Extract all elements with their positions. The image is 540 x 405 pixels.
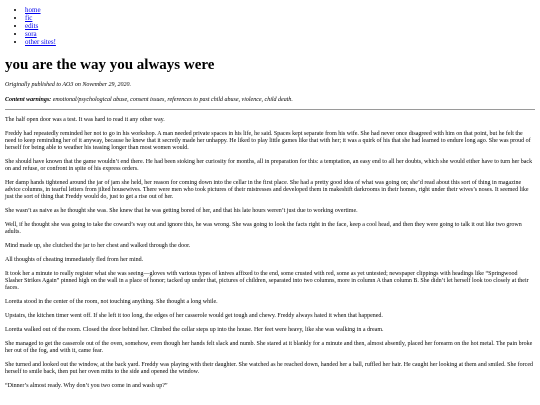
content-warnings-text: emotional/psychological abuse, consent issues, references to past child abuse, violence, child death. bbox=[51, 97, 293, 103]
story-paragraph: Loretta walked out of the room. Closed the door behind her. Climbed the cellar steps up into the house. Her feet were heavy, like she was walking in a dream. bbox=[5, 327, 384, 333]
story-paragraph: Loretta stood in the center of the room, not touching anything. She thought a long while. bbox=[5, 299, 218, 305]
story-paragraph: She should have known that the game wouldn’t end there. He had been stoking her curiosity for months, all in preparation for this: a temptation, an easy end to all her doubts, which she would either have to turn her back on and refuse, or confront in spite of his express orders. bbox=[5, 159, 533, 172]
story-paragraph: Freddy had repeatedly reminded her not to go in his workshop. A man needed private spaces in his life, he said. Spaces kept separate from his wife. She had never once disagreed with him on that point, but he felt the need to keep reminding her of it anyway, because he knew that it secretly made her unhappy. He liked to play little games like that with her; it was a quirk of his that she had learned to endure long ago. She was proud of herself for being able to weather his teasing longer than most women would. bbox=[5, 131, 531, 151]
content-warnings bbox=[5, 97, 535, 104]
content-warnings-label: Content warnings: bbox=[5, 97, 52, 103]
site-nav bbox=[5, 6, 535, 46]
nav-link-home[interactable]: home bbox=[25, 6, 41, 14]
nav-item-other-sites bbox=[25, 38, 535, 46]
publication-note: Originally published to AO3 on November 29, 2020. bbox=[5, 82, 132, 88]
story-paragraph: The half open door was a test. It was hard to read it any other way. bbox=[5, 117, 165, 123]
divider bbox=[5, 109, 535, 110]
nav-item-edits bbox=[25, 22, 535, 30]
story-paragraph: She managed to get the casserole out of the oven, somehow, even though her hands felt slack and numb. She stared at it blankly for a minute and then, almost absently, placed her forearm on the hot metal. The pain broke her out of the fog, and with it, came fear. bbox=[5, 341, 533, 354]
story-paragraph: “Dinner’s almost ready. Why don’t you two come in and wash up?” bbox=[5, 383, 168, 389]
nav-link-edits[interactable]: edits bbox=[25, 22, 39, 30]
story-paragraph: Her damp hands tightened around the jar of jam she held, her reason for coming down into the cellar in the first place. She had a pretty good idea of what was going on; she’d read about this sort of thing in magazine advice columns, in tearful letters from jilted housewives. There were men who took pictures of their mistresses and developed them in makeshift darkrooms in their homes, right under their wives’s noses. It seemed like just the sort of thing that Freddy would do, just to get a rise out of her. bbox=[5, 180, 529, 200]
nav-link-other-sites[interactable]: other sites! bbox=[25, 38, 56, 46]
nav-item-home bbox=[25, 6, 535, 14]
story-paragraph: She wasn’t as naive as he thought she was. She knew that he was getting bored of her, and that his late hours weren’t just due to working overtime. bbox=[5, 208, 358, 214]
nav-link-fic[interactable]: fic bbox=[25, 14, 33, 22]
story-paragraph: All thoughts of cheating immediately fled from her mind. bbox=[5, 257, 144, 263]
story-paragraph: She turned and looked out the window, at the back yard. Freddy was playing with their daughter. She watched as he reached down, handed her a ball, ruffled her hair. He caught her looking at them and smiled. She forced herself to smile back, then put her oven mitts to the side and opened the window. bbox=[5, 362, 534, 375]
story-paragraph: Well, if he thought she was going to take the coward’s way out and ignore this, he was wrong. She was going to look the facts right in the face, keep a cool head, and then they were going to talk it out like two grown adults. bbox=[5, 222, 522, 235]
nav-item-fic bbox=[25, 14, 535, 22]
nav-item-sora bbox=[25, 30, 535, 38]
story-body bbox=[5, 117, 535, 390]
story-title: you are the way you always were bbox=[5, 57, 215, 73]
story-paragraph: Mind made up, she clutched the jar to her chest and walked through the door. bbox=[5, 243, 191, 249]
story-paragraph: It took her a minute to really register what she was seeing—gloves with various types of knives affixed to the end, some crusted with red, some as yet untested; newspaper clippings with headings like “Springwood Slasher Strikes Again” pinned high on the wall in a place of honor; tacked up under that, pictures of children, separated into two columns, more in column A than column B. She didn’t let herself look too closely at their faces. bbox=[5, 271, 529, 291]
story-paragraph: Upstairs, the kitchen timer went off. If she left it too long, the edges of her casserole would get tough and chewy. Freddy always hated it when that happened. bbox=[5, 313, 383, 319]
nav-link-sora[interactable]: sora bbox=[25, 30, 37, 38]
